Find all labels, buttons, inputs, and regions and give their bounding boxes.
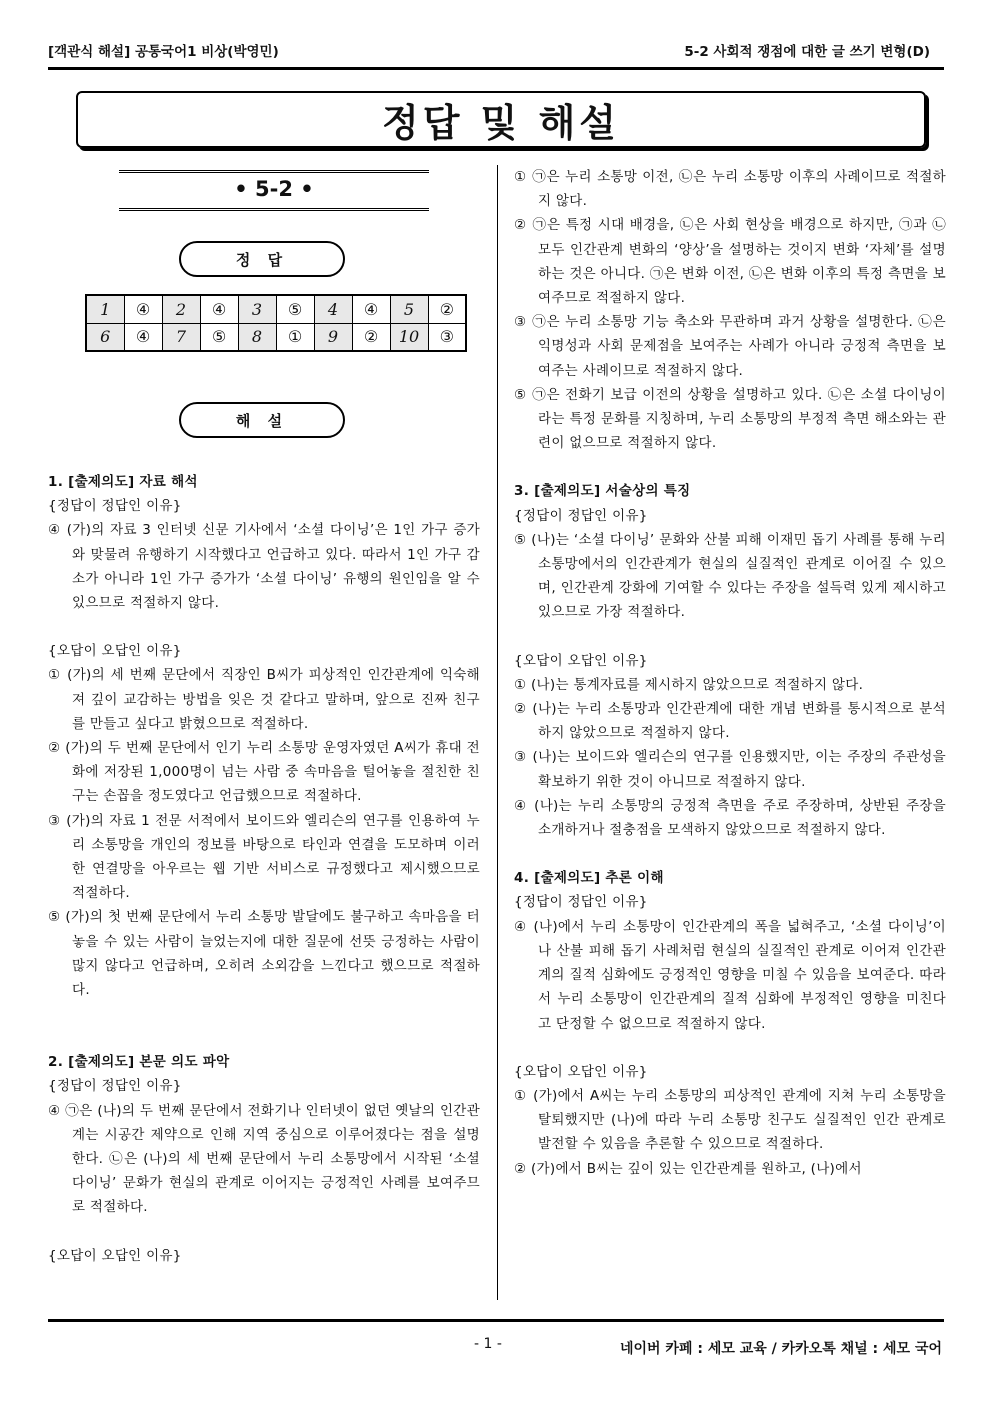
question-heading: 2. [출제의도] 본문 의도 파악 [48, 1054, 230, 1071]
reason-label: {오답이 오답인 이유} [514, 652, 648, 669]
reason-label: {오답이 오답인 이유} [514, 1063, 648, 1080]
explanation-item: ① (가)의 세 번째 문단에서 직장인 B씨가 피상적인 인간관계에 익숙해져 깊이 교감하는 방법을 잊은 것 같다고 말하며, 앞으로 진짜 친구를 만들고 싶다고 밝혔으므로 적절하다. [48, 667, 480, 732]
explanation-item: ② (가)의 두 번째 문단에서 인기 누리 소통망 운영자였던 A씨가 휴대 전화에 저장된 1,000명이 넘는 사람 중 속마음을 털어놓을 절친한 친구는 손꼽을 정도였다고 언급했으므로 적절하다. [48, 740, 480, 805]
explanation-item: ① ㉠은 누리 소통망 이전, ㉡은 누리 소통망 이후의 사례이므로 적절하지 않다. [514, 169, 946, 210]
explanation-item: ⑤ ㉠은 전화기 보급 이전의 상황을 설명하고 있다. ㉡은 소셜 다이닝이라는 특정 문화를 지칭하며, 누리 소통망의 부정적 측면 해소와는 관련이 없으므로 적절하지 않다. [514, 386, 946, 452]
answer-value: ④ [124, 295, 162, 323]
top-rule [48, 67, 944, 70]
question-number: 6 [86, 323, 124, 351]
explanation-item: ② (나)는 누리 소통망과 인간관계에 대한 개념 변화를 통시적으로 분석하지 않았으므로 적절하지 않다. [514, 701, 946, 742]
explanation-item: ③ (나)는 보이드와 엘리슨의 연구를 인용했지만, 이는 주장의 주관성을 확보하기 위한 것이 아니므로 적절하지 않다. [514, 749, 946, 790]
reason-label: {정답이 정답인 이유} [514, 507, 648, 524]
reason-label: {오답이 오답인 이유} [48, 1247, 182, 1264]
explanation-label: 해 설 [179, 402, 345, 438]
answer-row-1 [86, 295, 466, 323]
answer-value: ① [276, 323, 314, 351]
explanation-item: ④ (나)에서 누리 소통망이 인간관계의 폭을 넓혀주고, ‘소셜 다이닝’이나 산불 피해 돕기 사례처럼 현실의 실질적인 관계로 이어져 인간관계의 질적 심화에도 긍정적인 영향을 미칠 수 있음을 보여준다. 따라서 누리 소통망이 인간관계의 질적 심화에 부정적인 영향을 미친다고 단정할 수 없으므로 적절하지 않다. [514, 918, 946, 1032]
question-number: 8 [238, 323, 276, 351]
answer-value: ④ [352, 295, 390, 323]
question-number: 9 [314, 323, 352, 351]
explanation-item: ① (나)는 통계자료를 제시하지 않았으므로 적절하지 않다. [514, 676, 864, 693]
footer-text: 네이버 카페 : 세모 교육 / 카카오톡 채널 : 세모 국어 [619, 1341, 942, 1357]
spacer [48, 615, 480, 639]
bottom-rule [48, 1319, 944, 1322]
answer-value: ④ [124, 323, 162, 351]
header-left: [객관식 해설] 공통국어1 비상(박영민) [48, 44, 279, 60]
section-rule-top [119, 170, 429, 173]
question-number: 5 [390, 295, 428, 323]
explanation-item: ④ (가)의 자료 3 인터넷 신문 기사에서 ‘소셜 다이닝’은 1인 가구 증가와 맞물려 유행하기 시작했다고 언급하고 있다. 따라서 1인 가구 감소가 아니라 1인 가구 증가가 ‘소셜 다이닝’ 유행의 원인임을 알 수 있으므로 적절하지 않다. [48, 522, 480, 612]
question-number: 3 [238, 295, 276, 323]
explanation-item: ③ ㉠은 누리 소통망 기능 축소와 무관하며 과거 상황을 설명한다. ㉡은 익명성과 사회 문제점을 보여주는 사례가 아니라 긍정적 측면을 보여주는 사례이므로 적절하지 않다. [514, 314, 946, 379]
answer-value: ⑤ [276, 295, 314, 323]
spacer [514, 1036, 946, 1060]
question-number: 10 [390, 323, 428, 351]
right-column [514, 165, 946, 1181]
explanation-item: ③ (가)의 자료 1 전문 서적에서 보이드와 엘리슨의 연구를 인용하여 누리 소통망을 개인의 정보를 바탕으로 타인과 연결을 도모하며 이러한 연결망을 아우르는 웹 기반 서비스로 규정했다고 제시했으므로 적절하다. [48, 812, 480, 902]
column-divider [497, 165, 498, 1300]
answer-value: ④ [200, 295, 238, 323]
left-column [48, 470, 480, 1268]
section-number: • 5-2 • [234, 177, 314, 201]
question-heading: 4. [출제의도] 추론 이해 [514, 870, 664, 887]
question-number: 4 [314, 295, 352, 323]
question-number: 7 [162, 323, 200, 351]
answer-label: 정 답 [179, 241, 345, 277]
spacer [514, 455, 946, 479]
reason-label: {정답이 정답인 이유} [48, 498, 182, 515]
page-title: 정답 및 해설 [382, 101, 620, 145]
page-number: - 1 - [474, 1336, 502, 1352]
spacer [48, 1026, 480, 1050]
answer-value: ⑤ [200, 323, 238, 351]
reason-label: {정답이 정답인 이유} [514, 894, 648, 911]
answer-row-2 [86, 323, 466, 351]
question-heading: 3. [출제의도] 서술상의 특징 [514, 483, 691, 500]
explanation-item: ① (가)에서 A씨는 누리 소통망의 피상적인 관계에 지쳐 누리 소통망을 탈퇴했지만 (나)에 따라 누리 소통망 친구도 실질적인 인간 관계로 발전할 수 있음을 추론할 수 있으므로 적절하다. [514, 1087, 946, 1153]
explanation-item: ② ㉠은 특정 시대 배경을, ㉡은 사회 현상을 배경으로 하지만, ㉠과 ㉡ 모두 인간관계 변화의 ‘양상’을 설명하는 것이지 변화 ‘자체’를 설명하는 것은 아니다. ㉠은 변화 이전, ㉡은 변화 이후의 특정 측면을 보여주므로 적절하지 않다. [514, 217, 946, 307]
spacer [514, 625, 946, 649]
header-right: 5-2 사회적 쟁점에 대한 글 쓰기 변형(D) [684, 44, 930, 60]
section-rule-bottom [119, 208, 429, 211]
explanation-item: ④ (나)는 누리 소통망의 긍정적 측면을 주로 주장하며, 상반된 주장을 소개하거나 절충점을 모색하지 않았으므로 적절하지 않다. [514, 797, 946, 839]
question-heading: 1. [출제의도] 자료 해석 [48, 474, 198, 490]
answer-value: ② [428, 295, 466, 323]
question-number: 1 [86, 295, 124, 323]
explanation-item: ② (가)에서 B씨는 깊이 있는 인간관계를 원하고, (나)에서 [514, 1160, 862, 1177]
spacer [514, 842, 946, 866]
spacer [48, 1220, 480, 1244]
question-number: 2 [162, 295, 200, 323]
title-box [76, 91, 926, 148]
answer-value: ② [352, 323, 390, 351]
answer-value: ③ [428, 323, 466, 351]
answer-table [85, 294, 467, 352]
spacer [48, 1002, 480, 1026]
explanation-item: ⑤ (나)는 ‘소셜 다이닝’ 문화와 산불 피해 이재민 돕기 사례를 통해 누리 소통망에서의 인간관계가 현실의 실질적인 관계로 이어질 수 있으며, 인간관계 강화에 기여할 수 있다는 주장을 설득력 있게 제시하고 있으므로 가장 적절하다. [514, 531, 946, 621]
explanation-item: ④ ㉠은 (나)의 두 번째 문단에서 전화기나 인터넷이 없던 옛날의 인간관계는 시공간 제약으로 인해 지역 중심으로 이루어졌다는 점을 설명한다. ㉡은 (나)의 세 번째 문단에서 누리 소통망에서 시작된 ‘소셜 다이닝’ 문화가 현실의 관계로 이어지는 긍정적인 사례를 보여주므로 적절하다. [48, 1102, 480, 1216]
reason-label: {정답이 정답인 이유} [48, 1078, 182, 1095]
reason-label: {오답이 오답인 이유} [48, 643, 182, 660]
explanation-item: ⑤ (가)의 첫 번째 문단에서 누리 소통망 발달에도 불구하고 속마음을 터놓을 수 있는 사람이 늘었는지에 대한 질문에 선뜻 긍정하는 사람이 많지 않다고 언급하며, 오히려 소외감을 느낀다고 했으므로 적절하다. [48, 909, 480, 999]
